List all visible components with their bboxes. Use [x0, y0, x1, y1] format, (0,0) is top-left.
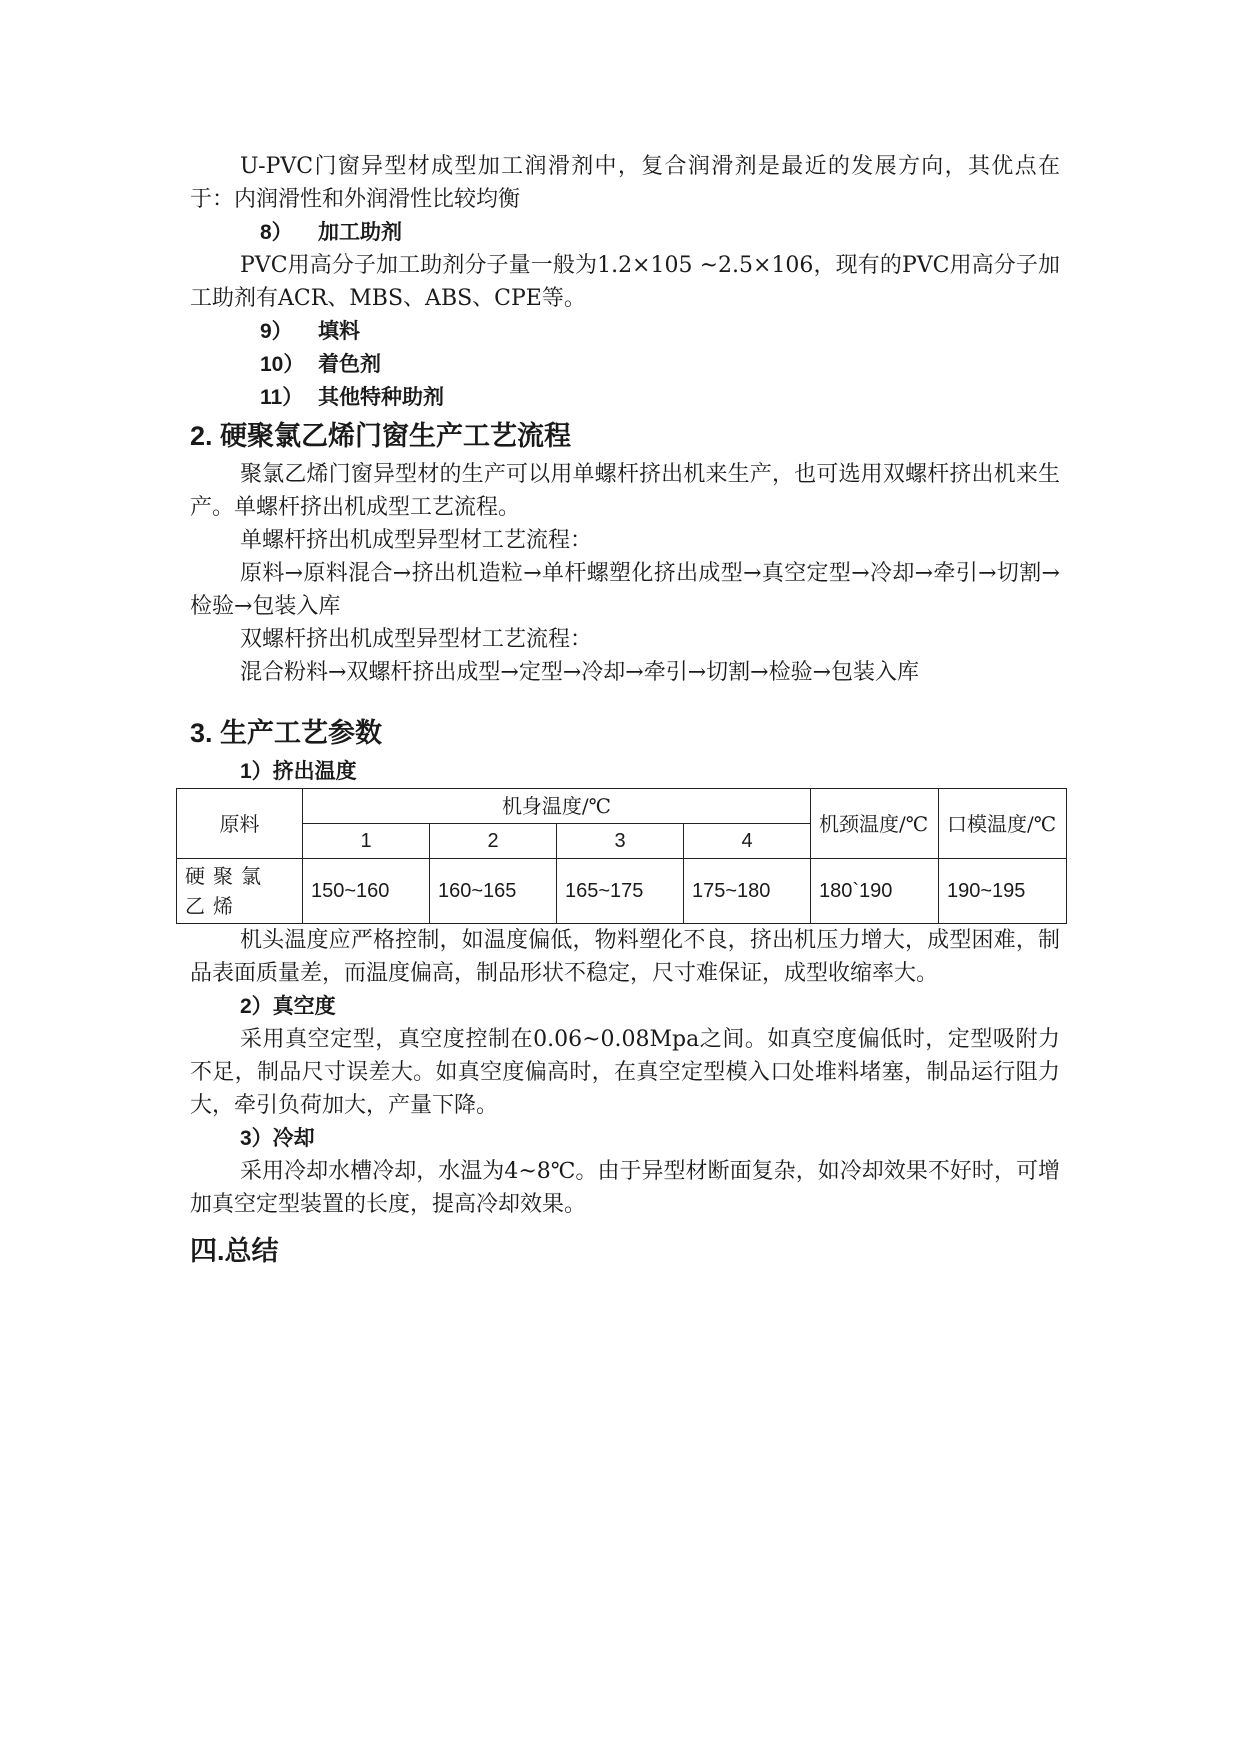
- row-material: 硬聚氯乙烯: [177, 859, 303, 924]
- list-item-10: [190, 348, 1060, 381]
- value-zone-3: 165~175: [557, 859, 684, 924]
- list-number: 8）: [260, 221, 293, 244]
- single-screw-flow: 原料→原料混合→挤出机造粒→单杆螺塑化挤出成型→真空定型→冷却→牵引→切割→检验→包装入库: [190, 561, 1060, 619]
- zone-1: 1: [303, 824, 430, 859]
- list-number: 10）: [260, 353, 305, 376]
- twin-screw-flow: 混合粉料→双螺杆挤出成型→定型→冷却→牵引→切割→检验→包装入库: [240, 660, 920, 685]
- section-2-heading: 2. 硬聚氯乙烯门窗生产工艺流程: [190, 421, 572, 451]
- subheading-extrusion-temperature: 1）挤出温度: [240, 760, 357, 783]
- extrusion-temperature-table: [176, 788, 1067, 924]
- value-zone-2: 160~165: [430, 859, 557, 924]
- list-text: 着色剂: [318, 353, 381, 376]
- list-text: 其他特种助剂: [318, 386, 444, 409]
- list-item-11: [190, 381, 1060, 414]
- paragraph-extruder-intro: 聚氯乙烯门窗异型材的生产可以用单螺杆挤出机来生产，也可选用双螺杆挤出机来生产。单螺杆挤出机成型工艺流程。: [190, 462, 1060, 520]
- paragraph-processing-aid: PVC用高分子加工助剂分子量一般为1.2×105 ~2.5×106，现有的PVC用高分子加工助剂有ACR、MBS、ABS、CPE等。: [190, 253, 1060, 311]
- list-number: 9）: [260, 320, 293, 343]
- zone-2: 2: [430, 824, 557, 859]
- value-zone-1: 150~160: [303, 859, 430, 924]
- paragraph-vacuum: 采用真空定型，真空度控制在0.06~0.08Mpa之间。如真空度偏低时，定型吸附力不足，制品尺寸误差大。如真空度偏高时，在真空定型模入口处堆料堵塞，制品运行阻力大，牵引负荷加大，产量下降。: [190, 1027, 1060, 1118]
- zone-4: 4: [684, 824, 811, 859]
- header-material: 原料: [177, 789, 303, 859]
- subheading-cooling: 3）冷却: [240, 1127, 315, 1150]
- value-zone-4: 175~180: [684, 859, 811, 924]
- value-die: 190~195: [939, 859, 1067, 924]
- value-neck: 180`190: [811, 859, 939, 924]
- twin-screw-title: 双螺杆挤出机成型异型材工艺流程：: [240, 627, 593, 652]
- header-die-temperature: 口模温度/℃: [939, 789, 1067, 859]
- paragraph-cooling: 采用冷却水槽冷却，水温为4~8℃。由于异型材断面复杂，如冷却效果不好时，可增加真空定型装置的长度，提高冷却效果。: [190, 1159, 1060, 1217]
- section-4-heading: 四.总结: [190, 1236, 279, 1266]
- table-header-row: [177, 789, 1067, 824]
- zone-3: 3: [557, 824, 684, 859]
- list-number: 11）: [260, 386, 304, 409]
- list-item-8: [190, 216, 1060, 249]
- paragraph-temperature-control: 机头温度应严格控制，如温度偏低，物料塑化不良，挤出机压力增大，成型困难，制品表面质量差，而温度偏高，制品形状不稳定，尺寸难保证，成型收缩率大。: [190, 928, 1060, 986]
- list-text: 加工助剂: [318, 221, 402, 244]
- document-page: [185, 150, 1060, 1273]
- list-item-9: [190, 315, 1060, 348]
- header-body-temperature: 机身温度/℃: [303, 789, 811, 824]
- table-row: [177, 859, 1067, 924]
- header-neck-temperature: 机颈温度/℃: [811, 789, 939, 859]
- section-3-heading: 3. 生产工艺参数: [190, 718, 383, 748]
- list-text: 填料: [318, 320, 360, 343]
- subheading-vacuum: 2）真空度: [240, 995, 336, 1018]
- single-screw-title: 单螺杆挤出机成型异型材工艺流程：: [240, 528, 593, 553]
- intro-paragraph-lubricant: U-PVC门窗异型材成型加工润滑剂中，复合润滑剂是最近的发展方向，其优点在于：内润滑性和外润滑性比较均衡: [190, 154, 1060, 212]
